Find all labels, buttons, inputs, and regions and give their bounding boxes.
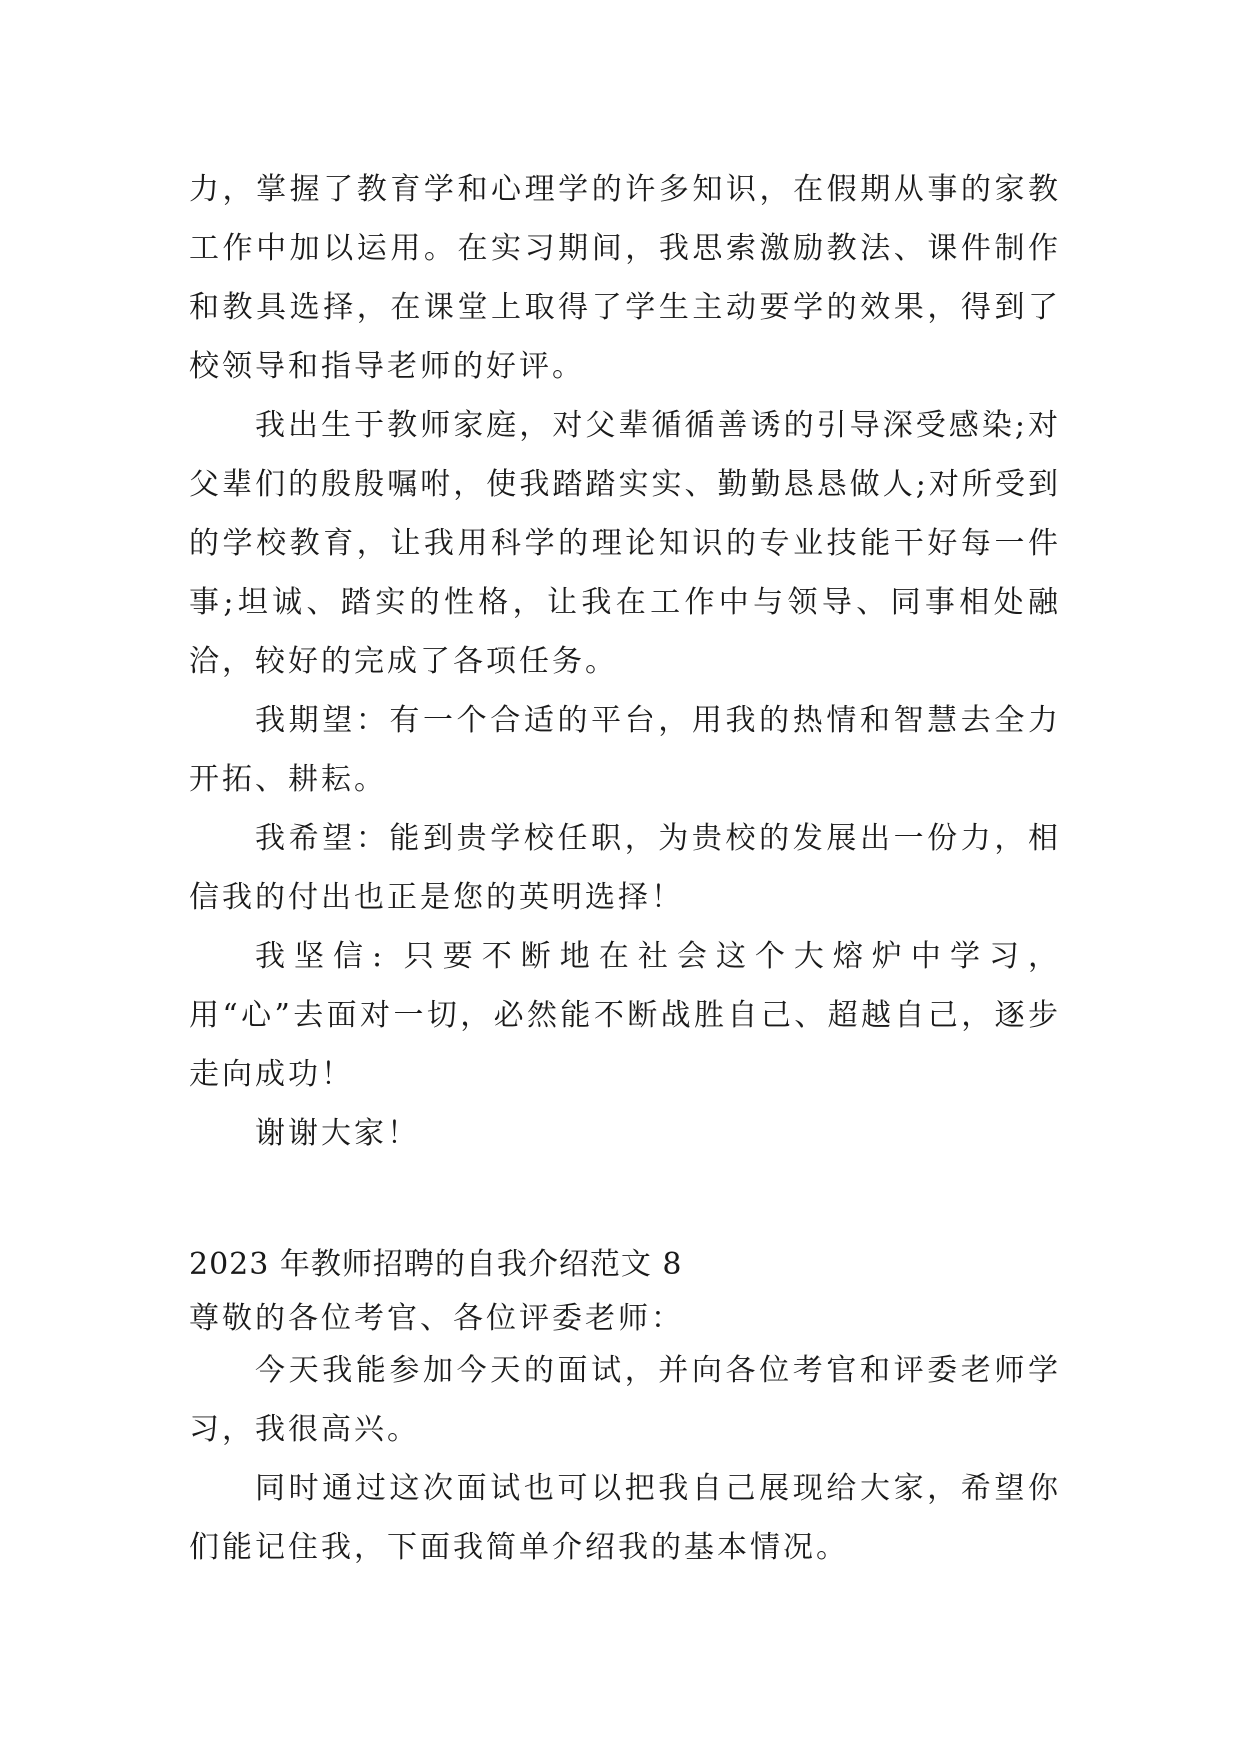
paragraph-introduction: 同时通过这次面试也可以把我自己展现给大家，希望你们能记住我，下面我简单介绍我的基本情况。: [189, 1471, 1061, 1565]
essay-section-8: [189, 1243, 1061, 1577]
essay-section-7-continued: [189, 160, 1061, 1163]
paragraph-thanks: 谢谢大家！: [255, 1116, 420, 1151]
paragraph-opening: 今天我能参加今天的面试，并向各位考官和评委老师学习，我很高兴。: [189, 1353, 1061, 1447]
section-title: 2023 年教师招聘的自我介绍范文 8: [189, 1247, 683, 1282]
document-body: [189, 160, 1061, 1577]
paragraph-hope: 我希望：能到贵学校任职，为贵校的发展出一份力，相信我的付出也正是您的英明选择！: [189, 821, 1061, 915]
paragraph-belief: 我坚信: 只要不断地在社会这个大熔炉中学习，用“心”去面对一切，必然能不断战胜自己、超越自己，逐步走向成功！: [189, 939, 1061, 1092]
salutation: 尊敬的各位考官、各位评委老师：: [189, 1301, 684, 1336]
paragraph-family-background: 我出生于教师家庭，对父辈循循善诱的引导深受感染;对父辈们的殷殷嘱咐，使我踏踏实实、勤勤恳恳做人;对所受到的学校教育，让我用科学的理论知识的专业技能干好每一件事;坦诚、踏实的性格，让我在工作中与领导、同事相处融洽，较好的完成了各项任务。: [189, 408, 1061, 679]
paragraph-continued: 力，掌握了教育学和心理学的许多知识，在假期从事的家教工作中加以运用。在实习期间，我思索激励教法、课件制作和教具选择，在课堂上取得了学生主动要学的效果，得到了校领导和指导老师的好评。: [189, 172, 1061, 384]
paragraph-expectation: 我期望：有一个合适的平台，用我的热情和智慧去全力开拓、耕耘。: [189, 703, 1061, 797]
